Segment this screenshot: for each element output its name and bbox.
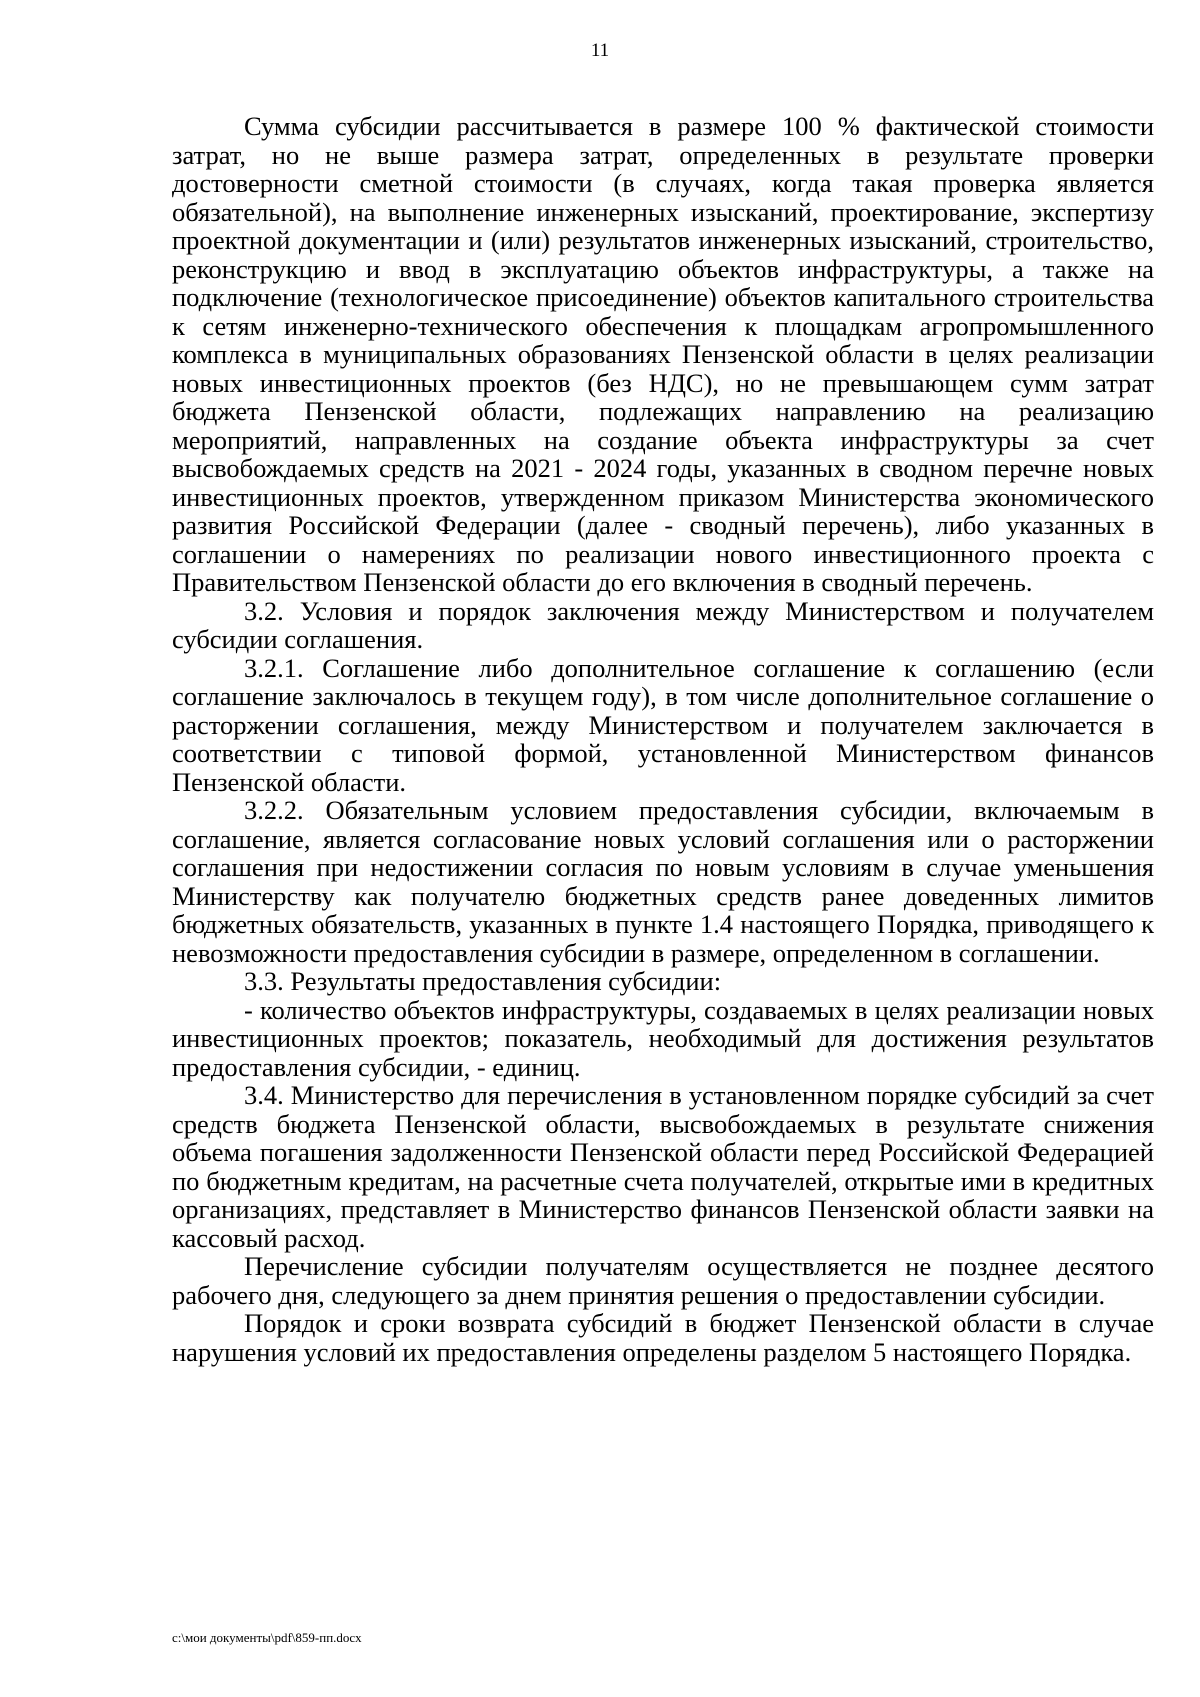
- paragraph-3-4: 3.4. Министерство для перечисления в установленном порядке субсидий за счет средств бюджета Пензенской области, высвобождаемых в результате снижения объема погашения задолженности Пензенской области перед Российской Федерацией по бюджетным кредитам, на расчетные счета получателей, открытые ими в кредитных организациях, представляет в Министерство финансов Пензенской области заявки на кассовый расход.: [172, 1080, 1154, 1253]
- page-number: 11: [590, 40, 610, 61]
- paragraph-3-2-2: 3.2.2. Обязательным условием предоставления субсидии, включаемым в соглашение, является согласование новых условий соглашения или о расторжении соглашения при недостижении согласия по новым условиям в случае уменьшения Министерству как получателю бюджетных средств ранее доведенных лимитов бюджетных обязательств, указанных в пункте 1.4 настоящего Порядка, приводящего к невозможности предоставления субсидии в размере, определенном в соглашении.: [172, 795, 1154, 968]
- footer-file-path: c:\мои документы\pdf\859-пп.docx: [172, 1630, 362, 1645]
- paragraph-3-2-1: 3.2.1. Соглашение либо дополнительное соглашение к соглашению (если соглашение заключалось в текущем году), в том числе дополнительное соглашение о расторжении соглашения, между Министерством и получателем заключается в соответствии с типовой формой, установленной Министерством финансов Пензенской области.: [172, 652, 1154, 797]
- document-body: [172, 112, 1154, 1366]
- paragraph-transfer: Перечисление субсидии получателям осуществляется не позднее десятого рабочего дня, следующего за днем принятия решения о предоставлении субсидии.: [172, 1251, 1154, 1310]
- paragraph-3-3: 3.3. Результаты предоставления субсидии:: [244, 966, 722, 996]
- paragraph-refund: Порядок и сроки возврата субсидий в бюджет Пензенской области в случае нарушения условий их предоставления определены разделом 5 настоящего Порядка.: [172, 1308, 1154, 1367]
- paragraph-subsidy-amount: Сумма субсидии рассчитывается в размере 100 % фактической стоимости затрат, но не выше размера затрат, определенных в результате проверки достоверности сметной стоимости (в случаях, когда такая проверка является обязательной), на выполнение инженерных изысканий, проектирование, экспертизу проектной документации и (или) результатов инженерных изысканий, строительство, реконструкцию и ввод в эксплуатацию объектов инфраструктуры, а также на подключение (технологическое присоединение) объектов капитального строительства к сетям инженерно-технического обеспечения к площадкам агропромышленного комплекса в муниципальных образованиях Пензенской области в целях реализации новых инвестиционных проектов (без НДС), но не превышающем сумм затрат бюджета Пензенской области, подлежащих направлению на реализацию мероприятий, направленных на создание объекта инфраструктуры за счет высвобождаемых средств на 2021 - 2024 годы, указанных в сводном перечне новых инвестиционных проектов, утвержденном приказом Министерства экономического развития Российской Федерации (далее - сводный перечень), либо указанных в соглашении о намерениях по реализации нового инвестиционного проекта с Правительством Пензенской области до его включения в сводный перечень.: [172, 111, 1154, 597]
- paragraph-3-3-result: - количество объектов инфраструктуры, создаваемых в целях реализации новых инвестиционных проектов; показатель, необходимый для достижения результатов предоставления субсидии, - единиц.: [172, 994, 1154, 1082]
- paragraph-3-2: 3.2. Условия и порядок заключения между Министерством и получателем субсидии соглашения.: [172, 595, 1154, 654]
